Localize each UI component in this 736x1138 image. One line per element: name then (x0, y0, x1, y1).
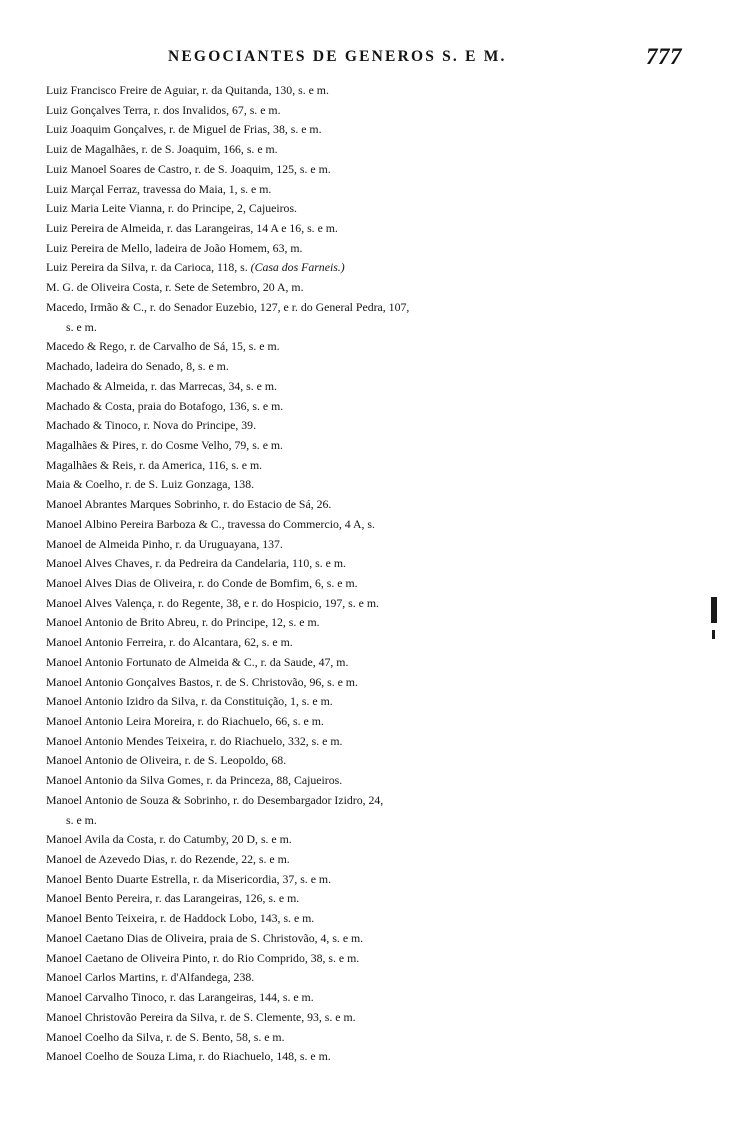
entry-text: Luiz Manoel Soares de Castro, r. de S. Joaquim, 125, s. e m. (46, 161, 331, 176)
ink-mark (711, 597, 717, 623)
directory-entry (46, 337, 716, 357)
entry-text: Manoel Christovão Pereira da Silva, r. de S. Clemente, 93, s. e m. (46, 1009, 356, 1024)
entry-text: Manoel Carlos Martins, r. d'Alfandega, 238. (46, 970, 255, 985)
directory-entry (46, 653, 716, 673)
directory-entry (46, 949, 716, 969)
directory-entry (46, 692, 716, 712)
entry-text: Luiz Gonçalves Terra, r. dos Invalidos, 67, s. e m. (46, 102, 281, 117)
entry-text: Luiz Maria Leite Vianna, r. do Principe, 2, Cajueiros. (46, 201, 298, 216)
entry-text: Manoel Bento Pereira, r. das Larangeiras, 126, s. e m. (46, 891, 300, 906)
ink-mark (712, 630, 715, 639)
directory-entry (46, 771, 716, 791)
entry-text: Manoel Antonio de Souza & Sobrinho, r. do Desembargador Izidro, 24, (46, 792, 384, 807)
directory-entry (46, 633, 716, 653)
directory-entry (46, 1028, 716, 1048)
entry-text: Luiz Pereira de Mello, ladeira de João Homem, 63, m. (46, 240, 303, 255)
entry-continuation (46, 811, 716, 831)
directory-entry (46, 101, 716, 121)
entry-text: Manoel Antonio Fortunato de Almeida & C., r. da Saude, 47, m. (46, 654, 349, 669)
entry-text: Luiz Francisco Freire de Aguiar, r. da Quitanda, 130, s. e m. (46, 83, 329, 97)
directory-entry (46, 968, 716, 988)
directory-entry (46, 909, 716, 929)
entry-text: Manoel Coelho da Silva, r. de S. Bento, 58, s. e m. (46, 1029, 285, 1044)
entry-text: Luiz Pereira de Almeida, r. das Larangeiras, 14 A e 16, s. e m. (46, 221, 338, 236)
entry-text: Manoel Alves Dias de Oliveira, r. do Conde de Bomfim, 6, s. e m. (46, 575, 358, 590)
entry-text: Manoel Antonio Gonçalves Bastos, r. de S. Christovão, 96, s. e m. (46, 674, 358, 689)
running-title: NEGOCIANTES DE GENEROS S. E M. (168, 48, 507, 65)
entry-text: Manoel Abrantes Marques Sobrinho, r. do Estacio de Sá, 26. (46, 497, 332, 512)
directory-entry (46, 219, 716, 239)
directory-entry (46, 988, 716, 1008)
directory-entry (46, 377, 716, 397)
page-header (0, 44, 736, 74)
directory-entry (46, 1008, 716, 1028)
entry-text: Manoel Antonio de Oliveira, r. de S. Leopoldo, 68. (46, 753, 287, 768)
directory-entry (46, 160, 716, 180)
entry-text: Machado, ladeira do Senado, 8, s. e m. (46, 359, 229, 374)
page-number: 777 (646, 44, 682, 69)
entry-text: Manoel Albino Pereira Barboza & C., travessa do Commercio, 4 A, s. (46, 516, 375, 531)
directory-entry (46, 673, 716, 693)
directory-entry (46, 712, 716, 732)
entry-text: Luiz de Magalhães, r. de S. Joaquim, 166, s. e m. (46, 142, 278, 157)
entry-text: Manoel Antonio Mendes Teixeira, r. do Riachuelo, 332, s. e m. (46, 733, 343, 748)
directory-entry (46, 850, 716, 870)
entry-text: Manoel Antonio Izidro da Silva, r. da Constituição, 1, s. e m. (46, 694, 333, 709)
entry-note: (Casa dos Farneis.) (250, 260, 345, 275)
directory-entry (46, 574, 716, 594)
directory-entry (46, 456, 716, 476)
directory-entry (46, 140, 716, 160)
directory-entry (46, 791, 716, 811)
entry-text: Manoel Antonio Ferreira, r. do Alcantara, 62, s. e m. (46, 635, 293, 650)
directory-entry (46, 81, 716, 101)
entry-text: Macedo, Irmão & C., r. do Senador Euzebio, 127, e r. do General Pedra, 107, (46, 299, 410, 314)
directory-entry (46, 475, 716, 495)
directory-entry (46, 397, 716, 417)
entry-text: Luiz Pereira da Silva, r. da Carioca, 118, s. (46, 260, 248, 275)
entry-text: s. e m. (66, 812, 97, 827)
entry-text: Manoel Bento Teixeira, r. de Haddock Lobo, 143, s. e m. (46, 911, 315, 926)
directory-entry (46, 870, 716, 890)
directory-entry (46, 613, 716, 633)
directory-entry (46, 535, 716, 555)
entry-text: Magalhães & Pires, r. do Cosme Velho, 79, s. e m. (46, 437, 284, 452)
directory-entry (46, 1047, 716, 1067)
entry-text: Manoel Alves Valença, r. do Regente, 38, e r. do Hospicio, 197, s. e m. (46, 595, 379, 610)
entry-text: Magalhães & Reis, r. da America, 116, s. e m. (46, 457, 263, 472)
directory-entry (46, 239, 716, 259)
entry-continuation (46, 318, 716, 338)
entry-text: Machado & Costa, praia do Botafogo, 136, s. e m. (46, 398, 284, 413)
directory-entry (46, 357, 716, 377)
entry-text: Manoel Antonio da Silva Gomes, r. da Princeza, 88, Cajueiros. (46, 773, 343, 788)
entry-text: Manoel Carvalho Tinoco, r. das Larangeiras, 144, s. e m. (46, 990, 314, 1005)
directory-entry (46, 495, 716, 515)
directory-entries (46, 81, 716, 1067)
entry-text: M. G. de Oliveira Costa, r. Sete de Setembro, 20 A, m. (46, 280, 304, 295)
entry-text: Manoel Antonio de Brito Abreu, r. do Principe, 12, s. e m. (46, 615, 320, 630)
entry-text: Manoel Alves Chaves, r. da Pedreira da Candelaria, 110, s. e m. (46, 556, 346, 571)
entry-text: Macedo & Rego, r. de Carvalho de Sá, 15, s. e m. (46, 339, 280, 354)
entry-text: Manoel Coelho de Souza Lima, r. do Riachuelo, 148, s. e m. (46, 1049, 331, 1064)
directory-entry (46, 298, 716, 318)
directory-entry (46, 120, 716, 140)
directory-entry (46, 751, 716, 771)
entry-text: Machado & Almeida, r. das Marrecas, 34, s. e m. (46, 378, 277, 393)
entry-text: Manoel de Almeida Pinho, r. da Uruguayana, 137. (46, 536, 283, 551)
directory-entry (46, 732, 716, 752)
directory-entry (46, 830, 716, 850)
entry-text: Luiz Joaquim Gonçalves, r. de Miguel de Frias, 38, s. e m. (46, 122, 322, 137)
directory-entry (46, 594, 716, 614)
directory-entry (46, 258, 716, 278)
directory-entry (46, 929, 716, 949)
directory-entry (46, 554, 716, 574)
directory-entry (46, 436, 716, 456)
directory-entry (46, 278, 716, 298)
directory-entry (46, 180, 716, 200)
entry-text: s. e m. (66, 319, 97, 334)
entry-text: Manoel Avila da Costa, r. do Catumby, 20 D, s. e m. (46, 832, 292, 847)
directory-entry (46, 515, 716, 535)
entry-text: Manoel Caetano Dias de Oliveira, praia de S. Christovão, 4, s. e m. (46, 930, 364, 945)
directory-entry (46, 416, 716, 436)
entry-text: Maia & Coelho, r. de S. Luiz Gonzaga, 138. (46, 477, 255, 492)
entry-text: Manoel de Azevedo Dias, r. do Rezende, 22, s. e m. (46, 852, 290, 867)
directory-entry (46, 889, 716, 909)
entry-text: Manoel Caetano de Oliveira Pinto, r. do Rio Comprido, 38, s. e m. (46, 950, 360, 965)
entry-text: Manoel Antonio Leira Moreira, r. do Riachuelo, 66, s. e m. (46, 714, 324, 728)
entry-text: Machado & Tinoco, r. Nova do Principe, 39. (46, 418, 257, 433)
entry-text: Manoel Bento Duarte Estrella, r. da Misericordia, 37, s. e m. (46, 871, 332, 886)
entry-text: Luiz Marçal Ferraz, travessa do Maia, 1, s. e m. (46, 181, 272, 196)
directory-entry (46, 199, 716, 219)
